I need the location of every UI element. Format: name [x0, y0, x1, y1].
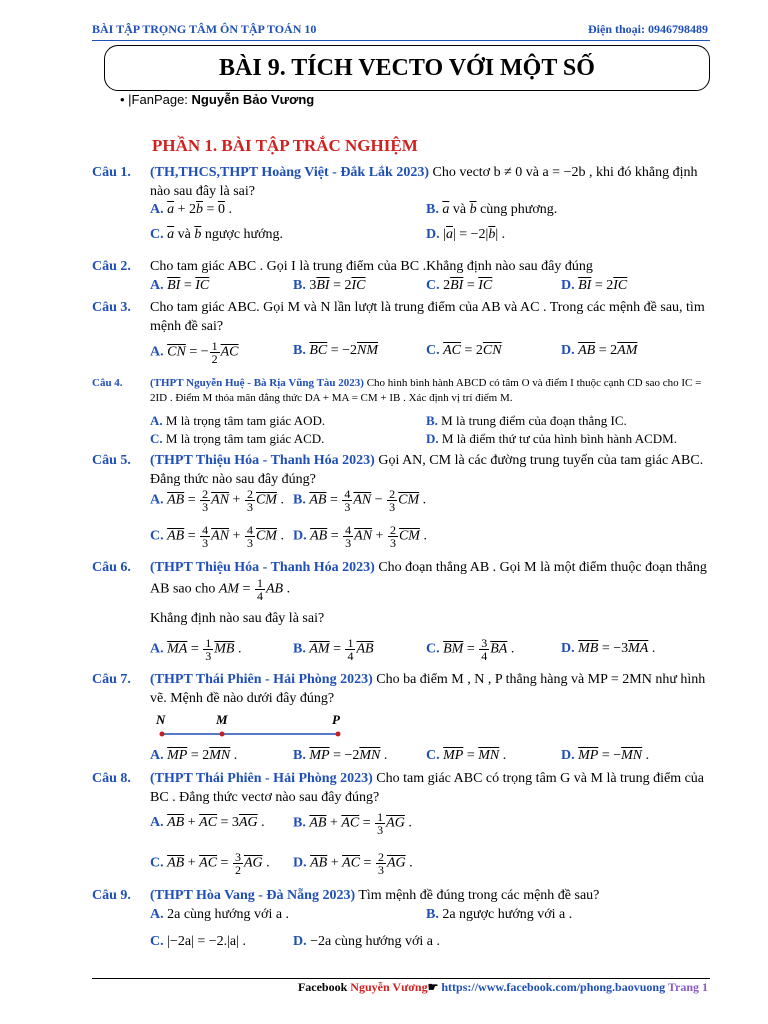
option-b: B. $\overline{AB}$ = $\frac{4}{3}$ $\overline{AN}$ − $\frac{2}{3}$ $\overline{CM}$ .: [293, 487, 427, 514]
footer-author: Nguyễn Vương: [350, 980, 428, 994]
option-c: C. $\overline{MP} = \overline{MN}$ .: [426, 748, 507, 763]
option-d: D. $|\overline{a}| = -2|\overline{b}|$ .: [426, 227, 506, 242]
option-a: A. $\overline{BI} = \overline{IC}$: [150, 278, 210, 293]
question-text: Tìm mệnh đề đúng trong các mệnh đề sau?: [358, 888, 600, 903]
question-number: Câu 4.: [92, 377, 123, 389]
page-title: BÀI 9. TÍCH VECTO VỚI MỘT SỐ: [104, 45, 710, 91]
option-b: B. $\overline{AM}$ = $\frac{1}{4}$ $\overline{AB}$: [293, 636, 374, 663]
option-c: C. $\overline{AB}$ = $\frac{4}{3}$ $\overline{AN}$ + $\frac{4}{3}$ $\overline{CM}$ .: [150, 523, 284, 550]
option-b: B. $3\overline{BI} = 2\overline{IC}$: [293, 278, 366, 293]
question-text: Cho hình bình hành ABCD có tâm O và điểm I thuộc cạnh CD sao cho IC = 2ID . Điểm M thỏa mãn đẳng thức DA + MA = CM + IB . Xác định vị trí điểm M.: [150, 377, 702, 404]
question-text: Gọi AN, CM là các đường trung tuyến của tam giác ABC. Đẳng thức nào sau đây đúng?: [150, 453, 704, 487]
option-d: D. $\overline{BI} = 2\overline{IC}$: [561, 278, 628, 293]
question-text: Cho tam giác ABC. Gọi M và N lần lượt là trung điểm của AB và AC . Trong các mệnh đề sau, tìm mệnh đề sai?: [150, 300, 705, 334]
option-c: C. $\overline{BM}$ = $\frac{3}{4}$ $\overline{BA}$ .: [426, 636, 515, 663]
question-source: (TH,THCS,THPT Hoàng Việt - Đắk Lắk 2023): [150, 165, 430, 180]
option-a: A. M là trọng tâm tam giác AOD.: [150, 413, 326, 428]
option-b: B. $\overline{MP} = -2\overline{MN}$ .: [293, 748, 388, 763]
option-b: B. $\overline{AB} + \overline{AC}$ = $\frac{1}{3}$ $\overline{AG}$ .: [293, 810, 412, 837]
section-heading: PHẦN 1. BÀI TẬP TRẮC NGHIỆM: [152, 136, 418, 155]
option-d: D. $\overline{MP} = -\overline{MN}$ .: [561, 748, 650, 763]
question-source: (THPT Hòa Vang - Đà Nẵng 2023): [150, 888, 356, 903]
option-a: A. $\overline{CN}$ = − $\frac{1}{2}$ $\overline{AC}$: [150, 339, 239, 366]
footer-link[interactable]: https://www.facebook.com/phong.baovuong: [441, 980, 666, 994]
question-text: Cho vectơ b ≠ 0 và a = −2b , khi đó khẳng định nào sau đây là sai?: [150, 165, 698, 199]
option-c: C. $2\overline{BI} = \overline{IC}$: [426, 278, 493, 293]
question-number: Câu 7.: [92, 672, 131, 687]
option-a: A. $\overline{MP} = 2\overline{MN}$ .: [150, 748, 238, 763]
question-text: Cho đoạn thẳng AB . Gọi M là một điểm thuộc đoạn thẳng AB sao cho: [150, 560, 707, 597]
fanpage-name: Nguyễn Bảo Vương: [191, 92, 315, 107]
header-divider: [92, 40, 710, 41]
hand-pointer-icon: ☛: [427, 980, 442, 994]
point-m: [220, 732, 225, 737]
option-c: C. $\overline{AC} = 2\overline{CN}$: [426, 343, 502, 358]
option-b: B. $\overline{a}$ và $\overline{b}$ cùng phương.: [426, 202, 558, 217]
option-c: C. |−2a| = −2.|a| .: [150, 934, 246, 949]
question-source: (THPT Thiệu Hóa - Thanh Hóa 2023): [150, 453, 375, 468]
option-b: B. 2a ngược hướng với a .: [426, 907, 573, 922]
question-text: Cho ba điểm M , N , P thẳng hàng và MP = 2MN như hình vẽ. Mệnh đề nào dưới đây đúng?: [150, 672, 706, 706]
fanpage-line: • |FanPage: Nguyễn Bảo Vương: [120, 92, 315, 107]
option-d: D. M là điểm thứ tư của hình bình hành ACDM.: [426, 431, 677, 446]
question-number: Câu 9.: [92, 888, 131, 903]
question-source: (THPT Thái Phiên - Hải Phòng 2023): [150, 672, 373, 687]
question-source: (THPT Nguyễn Huệ - Bà Rịa Vũng Tàu 2023): [150, 377, 364, 389]
collinear-points-figure: [150, 712, 350, 742]
option-d: D. $\overline{AB} + \overline{AC}$ = $\frac{2}{3}$ $\overline{AG}$ .: [293, 850, 413, 877]
point-n: [160, 732, 165, 737]
question-text: Cho tam giác ABC có trọng tâm G và M là trung điểm của BC . Đẳng thức vectơ nào sau đây đúng?: [150, 771, 705, 805]
label-n: N: [156, 712, 166, 727]
option-b: B. $\overline{BC} = -2\overline{NM}$: [293, 343, 379, 358]
label-m: M: [216, 712, 228, 727]
question-number: Câu 3.: [92, 300, 131, 315]
option-c: C. $\overline{a}$ và $\overline{b}$ ngược hướng.: [150, 227, 284, 242]
question-number: Câu 1.: [92, 165, 131, 180]
question-number: Câu 5.: [92, 453, 131, 468]
option-a: A. $\overline{a} + 2\overline{b} = 0$ .: [150, 202, 232, 217]
footer-divider: [92, 978, 710, 979]
option-a: A. $\overline{AB} + \overline{AC} = 3\overline{AG}$ .: [150, 815, 265, 830]
question-source: (THPT Thái Phiên - Hải Phòng 2023): [150, 771, 373, 786]
question-source: (THPT Thiệu Hóa - Thanh Hóa 2023): [150, 560, 375, 575]
option-d: D. $\overline{AB}$ = $\frac{4}{3}$ $\overline{AN}$ + $\frac{2}{3}$ $\overline{CM}$ .: [293, 523, 427, 550]
option-d: D. $\overline{AB} = 2\overline{AM}$: [561, 343, 638, 358]
question-text: Cho tam giác ABC . Gọi I là trung điểm của BC .Khẳng định nào sau đây đúng: [150, 259, 593, 274]
header-phone: Điện thoại: 0946798489: [588, 22, 708, 36]
label-p: P: [332, 712, 340, 727]
question-number: Câu 2.: [92, 259, 131, 274]
footer: [298, 980, 708, 995]
option-a: A. 2a cùng hướng với a .: [150, 907, 290, 922]
question-number: Câu 8.: [92, 771, 131, 786]
option-a: A. $\overline{MA}$ = $\frac{1}{3}$ $\overline{MB}$ .: [150, 636, 242, 663]
question-6-prompt: Khẳng định nào sau đây là sai?: [150, 611, 325, 626]
option-a: A. $\overline{AB}$ = $\frac{2}{3}$ $\overline{AN}$ + $\frac{2}{3}$ $\overline{CM}$ .: [150, 487, 284, 514]
option-b: B. M là trung điểm của đoạn thẳng IC.: [426, 413, 627, 428]
fanpage-label: FanPage:: [131, 92, 192, 107]
page-number: Trang 1: [665, 980, 708, 994]
question-number: Câu 6.: [92, 560, 131, 575]
header-left: BÀI TẬP TRỌNG TÂM ÔN TẬP TOÁN 10: [92, 22, 317, 36]
point-p: [336, 732, 341, 737]
option-d: D. $\overline{MB} = -3\overline{MA}$ .: [561, 641, 656, 656]
option-d: D. −2a cùng hướng với a .: [293, 934, 440, 949]
option-c: C. M là trọng tâm tam giác ACD.: [150, 431, 325, 446]
option-c: C. $\overline{AB} + \overline{AC}$ = $\frac{3}{2}$ $\overline{AG}$ .: [150, 850, 270, 877]
footer-facebook-label: Facebook: [297, 980, 351, 994]
